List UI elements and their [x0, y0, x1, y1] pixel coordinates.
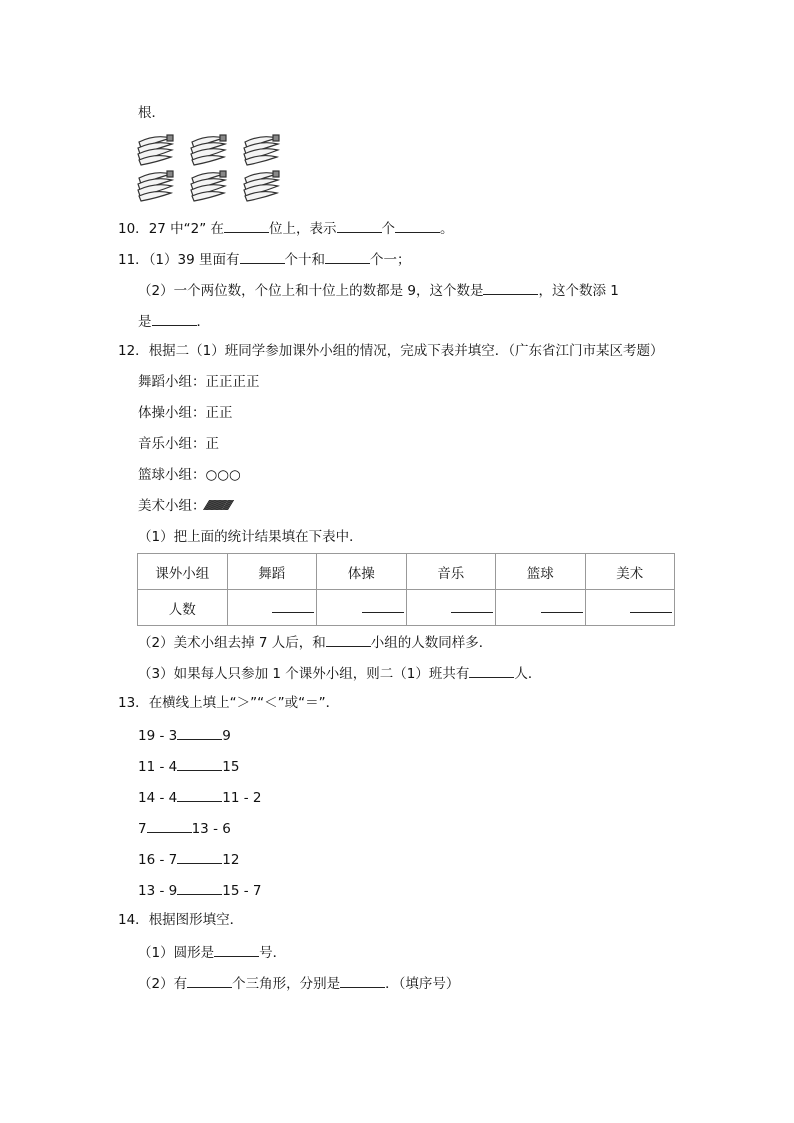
group-gymnastics — [138, 404, 233, 422]
answer-blank[interactable] — [177, 756, 222, 771]
question-text: （3）如果每人只参加 1 个课外小组，则二（1）班共有 — [138, 666, 470, 682]
table-answer-cell[interactable] — [317, 590, 407, 626]
question-11 — [118, 249, 411, 269]
answer-blank[interactable] — [177, 849, 222, 864]
question-text: 人． — [514, 666, 542, 682]
question-text: 个一； — [370, 252, 411, 268]
question-14-part-1 — [138, 942, 286, 962]
expression-left: 16 - 7 — [138, 852, 178, 868]
group-label: 美术小组： — [138, 498, 206, 514]
group-label: 音乐小组： — [138, 436, 206, 452]
banana-bunch-icon — [241, 168, 281, 204]
question-14 — [118, 911, 243, 929]
question-10 — [118, 218, 454, 238]
answer-blank[interactable] — [177, 725, 222, 740]
question-text: （2）一个两位数，个位上和十位上的数都是 9，这个数是 — [138, 283, 484, 299]
question-number: 14． — [118, 912, 149, 928]
question-text: ，这个数添 1 — [538, 283, 619, 299]
question-text: （2）有 — [138, 976, 188, 992]
circle-marks: ○○○ — [205, 467, 241, 483]
table-header-cell: 音乐 — [406, 554, 496, 590]
banana-bunch-icon — [241, 132, 281, 168]
tally-marks: 正 — [205, 436, 219, 452]
expression-left: 19 - 3 — [138, 728, 178, 744]
question-number: 13． — [118, 695, 149, 711]
answer-blank[interactable] — [483, 280, 538, 295]
question-11-part-2 — [138, 280, 619, 300]
tally-marks: 正正 — [205, 405, 233, 421]
table-answer-cell[interactable] — [227, 590, 317, 626]
answer-blank[interactable] — [214, 942, 259, 957]
question-text: 个 — [381, 221, 396, 237]
question-stem: 根据图形填空． — [148, 912, 244, 928]
comparison-item — [138, 880, 261, 900]
group-dance — [138, 373, 260, 391]
question-stem: 根据二（1）班同学参加课外小组的情况，完成下表并填空．（广东省江门市某区考题） — [148, 343, 664, 359]
question-14-part-2 — [138, 973, 459, 993]
answer-blank[interactable] — [340, 973, 385, 988]
question-stem: 在横线上填上“＞”“＜”或“＝”． — [148, 695, 340, 711]
answer-blank[interactable] — [240, 249, 285, 264]
answer-blank[interactable] — [152, 311, 197, 326]
comparison-item — [138, 725, 231, 745]
expression-left: 7 — [138, 821, 147, 837]
question-12-part-2 — [138, 632, 492, 652]
answer-blank[interactable] — [177, 880, 222, 895]
comparison-item — [138, 849, 239, 869]
group-basketball — [138, 466, 241, 484]
question-number: 12． — [118, 343, 149, 359]
answer-blank[interactable] — [224, 218, 269, 233]
expression-right: 15 - 7 — [222, 883, 262, 899]
table-answer-cell[interactable] — [406, 590, 496, 626]
tally-marks: 正正正正 — [205, 374, 260, 390]
check-marks: ⁄⁄⁄⁄⁄⁄⁄⁄⁄⁄⁄⁄⁄⁄⁄⁄⁄⁄⁄⁄ — [205, 498, 231, 514]
question-12-part-1: （1）把上面的统计结果填在下表中． — [138, 529, 363, 545]
expression-left: 13 - 9 — [138, 883, 178, 899]
question-12-part-3 — [138, 663, 541, 683]
question-number: 10． — [118, 221, 149, 237]
table-answer-cell[interactable] — [496, 590, 586, 626]
question-text: 。 — [440, 221, 454, 237]
table-header-cell: 舞蹈 — [227, 554, 317, 590]
question-text: （1）39 里面有 — [148, 252, 240, 268]
answer-blank[interactable] — [272, 598, 314, 613]
question-text: 个十和 — [284, 252, 325, 268]
table-header-cell: 体操 — [317, 554, 407, 590]
group-music — [138, 435, 219, 453]
question-11-part-2-cont — [138, 311, 210, 331]
expression-right: 12 — [222, 852, 240, 868]
question-text: ． — [196, 314, 210, 330]
answer-blank[interactable] — [362, 598, 404, 613]
answer-blank[interactable] — [451, 598, 493, 613]
group-art — [138, 497, 231, 515]
expression-right: 13 - 6 — [191, 821, 231, 837]
banana-bunch-icon — [188, 132, 228, 168]
table-header-row — [138, 554, 675, 590]
answer-blank[interactable] — [187, 973, 232, 988]
banana-bunches-illustration — [135, 132, 281, 204]
answer-blank[interactable] — [325, 249, 370, 264]
group-label: 篮球小组： — [138, 467, 206, 483]
answer-blank[interactable] — [177, 787, 222, 802]
statistics-table — [137, 553, 675, 626]
table-answer-cell[interactable] — [585, 590, 675, 626]
question-text: 位上，表示 — [269, 221, 337, 237]
banana-bunch-icon — [188, 168, 228, 204]
question-13 — [118, 694, 339, 712]
expression-right: 9 — [222, 728, 231, 744]
table-row — [138, 590, 675, 626]
answer-blank[interactable] — [541, 598, 583, 613]
question-12 — [118, 342, 664, 360]
answer-blank[interactable] — [326, 632, 371, 647]
comparison-item — [138, 787, 261, 807]
expression-left: 11 - 4 — [138, 759, 178, 775]
answer-blank[interactable] — [147, 818, 192, 833]
group-label: 舞蹈小组： — [138, 374, 206, 390]
question-text: （1）圆形是 — [138, 945, 215, 961]
table-header-cell: 美术 — [585, 554, 675, 590]
question-text: ．（填序号） — [385, 976, 460, 992]
question-text: 小组的人数同样多． — [370, 635, 493, 651]
question-text: 个三角形，分别是 — [232, 976, 341, 992]
banana-bunch-icon — [135, 132, 175, 168]
table-header-cell: 课外小组 — [138, 554, 228, 590]
expression-right: 15 — [222, 759, 240, 775]
answer-blank[interactable] — [630, 598, 672, 613]
question-text: 是 — [138, 314, 152, 330]
answer-blank[interactable] — [337, 218, 382, 233]
comparison-item — [138, 756, 239, 776]
question-number: 11． — [118, 252, 149, 268]
banana-bunch-icon — [135, 168, 175, 204]
table-row-label: 人数 — [138, 590, 228, 626]
answer-blank[interactable] — [395, 218, 440, 233]
question-text: 27 中“2” 在 — [148, 221, 225, 237]
answer-blank[interactable] — [469, 663, 514, 678]
group-label: 体操小组： — [138, 405, 206, 421]
question-text: 号． — [259, 945, 287, 961]
expression-left: 14 - 4 — [138, 790, 178, 806]
question-text: （2）美术小组去掉 7 人后，和 — [138, 635, 326, 651]
table-header-cell: 篮球 — [496, 554, 586, 590]
question-9-tail: 根． — [138, 105, 165, 121]
comparison-item — [138, 818, 231, 838]
expression-right: 11 - 2 — [222, 790, 262, 806]
